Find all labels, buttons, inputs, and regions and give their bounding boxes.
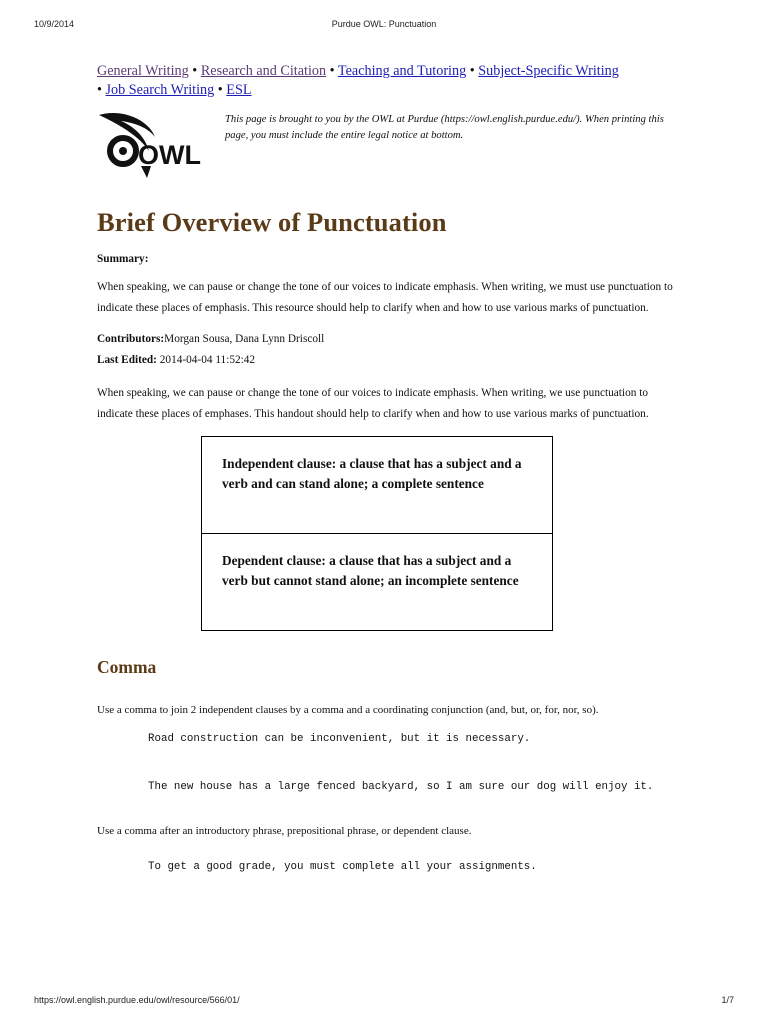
comma-rule-1: Use a comma to join 2 independent clauses by a comma and a coordinating conjunction (and, but, or, for, nor, so). bbox=[97, 704, 599, 716]
nav-link-general-writing[interactable]: General Writing bbox=[97, 63, 189, 79]
last-edited-line bbox=[97, 350, 677, 371]
contributors-value: Morgan Sousa, Dana Lynn Driscoll bbox=[164, 333, 325, 345]
site-nav bbox=[97, 62, 677, 100]
legal-notice: This page is brought to you by the OWL at Purdue (https://owl.english.purdue.edu/). When printing this page, you must include the entire legal notice at bottom. bbox=[225, 114, 664, 141]
contributors-label: Contributors: bbox=[97, 333, 165, 345]
owl-logo-icon[interactable] bbox=[97, 111, 205, 181]
owl-banner bbox=[97, 111, 677, 183]
nav-link-research-and-citation[interactable]: Research and Citation bbox=[200, 63, 327, 79]
nav-separator: • bbox=[217, 82, 223, 98]
contributors-line bbox=[97, 329, 677, 350]
print-title: Purdue OWL: Punctuation bbox=[331, 19, 437, 29]
comma-heading: Comma bbox=[97, 657, 157, 677]
nav-link-job-search-writing[interactable]: Job Search Writing bbox=[105, 82, 215, 98]
print-date: 10/9/2014 bbox=[34, 19, 75, 29]
nav-separator: • bbox=[469, 63, 475, 79]
comma-example-3: To get a good grade, you must complete all your assignments. bbox=[148, 861, 537, 873]
summary-text: When speaking, we can pause or change the tone of our voices to indicate emphasis. When writing, we must use punctuation to indicate these places of emphasis. This resource should help to clarify when and how to use various marks of punctuation. bbox=[97, 281, 673, 314]
intro-text: When speaking, we can pause or change the tone of our voices to indicate emphasis. When writing, we use punctuation to indicate these places of emphases. This handout should help to clarify when and how to use various marks of punctuation. bbox=[97, 387, 649, 420]
clause-definitions-table bbox=[201, 436, 553, 631]
nav-separator: • bbox=[97, 82, 102, 98]
nav-link-subject-specific-writing[interactable]: Subject-Specific Writing bbox=[478, 63, 619, 79]
nav-link-esl[interactable]: ESL bbox=[226, 82, 252, 98]
nav-link-teaching-and-tutoring[interactable]: Teaching and Tutoring bbox=[337, 63, 467, 79]
comma-example-2: The new house has a large fenced backyard, so I am sure our dog will enjoy it. bbox=[148, 781, 654, 793]
print-page-number: 1/7 bbox=[721, 995, 734, 1005]
dependent-clause-definition: Dependent clause: a clause that has a subject and a verb but cannot stand alone; an incomplete sentence bbox=[202, 533, 552, 630]
page-title: Brief Overview of Punctuation bbox=[97, 207, 447, 237]
summary-label: Summary: bbox=[97, 253, 149, 265]
comma-example-1: Road construction can be inconvenient, but it is necessary. bbox=[148, 733, 531, 745]
nav-separator: • bbox=[192, 63, 198, 79]
page-content bbox=[97, 62, 677, 879]
last-edited-label: Last Edited: bbox=[97, 354, 157, 366]
independent-clause-definition: Independent clause: a clause that has a subject and a verb and can stand alone; a complete sentence bbox=[222, 456, 522, 491]
article-meta bbox=[97, 329, 677, 371]
comma-rule-2: Use a comma after an introductory phrase, prepositional phrase, or dependent clause. bbox=[97, 825, 472, 837]
last-edited-value: 2014-04-04 11:52:42 bbox=[159, 354, 256, 366]
print-url: https://owl.english.purdue.edu/owl/resource/566/01/ bbox=[34, 995, 240, 1005]
owl-logo-text: OWL bbox=[138, 140, 201, 170]
nav-separator: • bbox=[329, 63, 335, 79]
